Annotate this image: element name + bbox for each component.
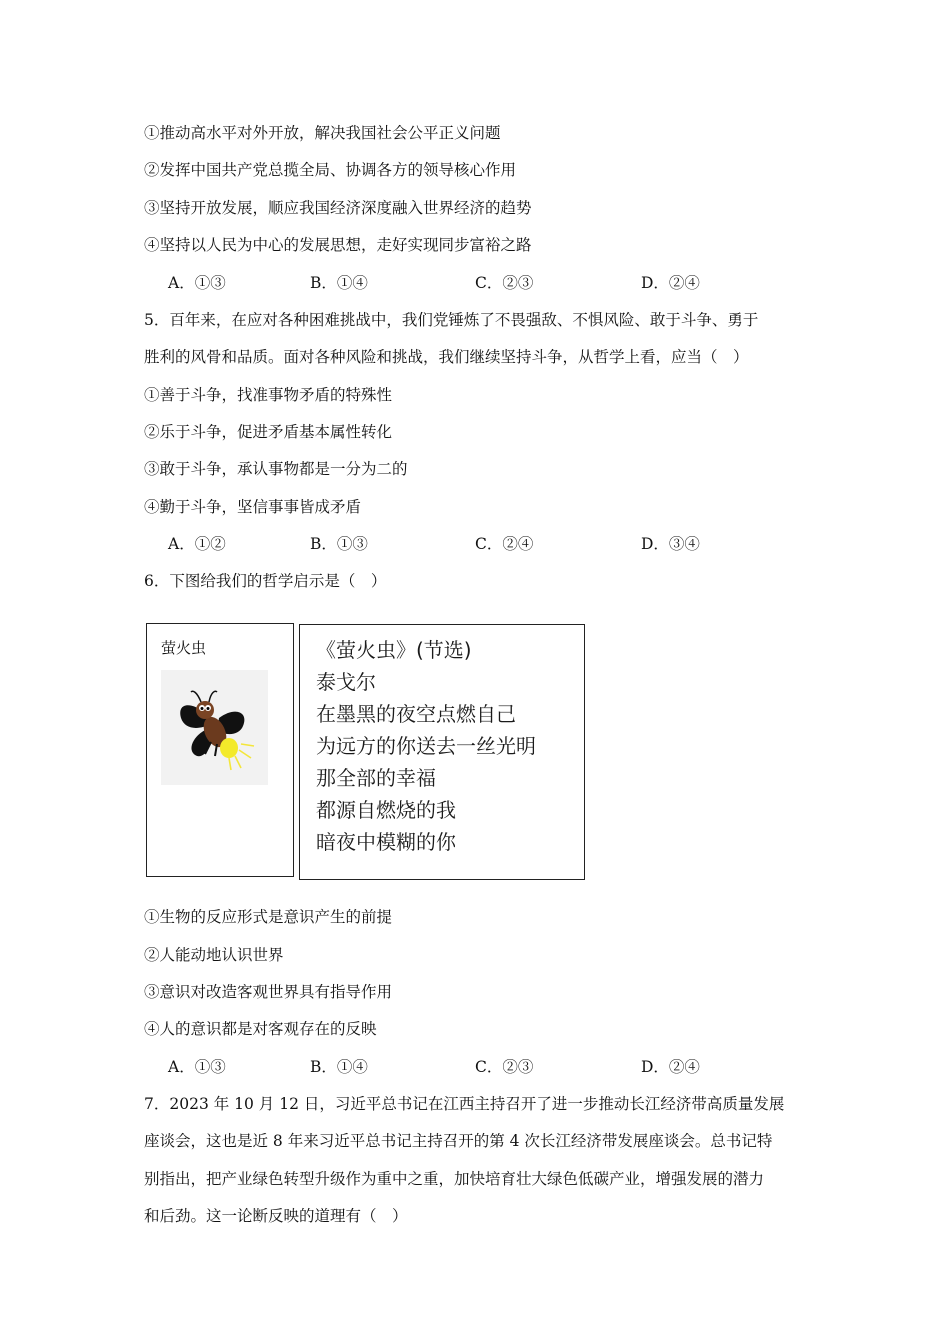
q7-stem-line-3: 别指出，把产业绿色转型升级作为重中之重，加快培育壮大绿色低碳产业，增强发展的潜力 [144,1170,765,1188]
q6-stem: 6．下图给我们的哲学启示是（ ） [144,572,387,590]
q6-option-b[interactable]: B．①④ [310,1058,368,1076]
q4-option-b[interactable]: B．①④ [310,274,368,292]
q6-option-d[interactable]: D．②④ [641,1058,700,1076]
q4-item-3: ③坚持开放发展，顺应我国经济深度融入世界经济的趋势 [144,199,532,217]
q5-stem-line-2: 胜利的风骨和品质。面对各种风险和挑战，我们继续坚持斗争，从哲学上看，应当（ ） [144,348,749,366]
poem-line-4: 都源自燃烧的我 [316,798,456,822]
poem-title: 《萤火虫》(节选) [316,638,472,662]
q4-item-2: ②发挥中国共产党总揽全局、协调各方的领导核心作用 [144,161,517,179]
poem-line-1: 在墨黑的夜空点燃自己 [316,702,516,726]
q5-option-b[interactable]: B．①③ [310,535,368,553]
poem-line-3: 那全部的幸福 [316,766,436,790]
figure-left-title: 萤火虫 [161,639,207,657]
q6-item-3: ③意识对改造客观世界具有指导作用 [144,983,393,1001]
q4-item-1: ①推动高水平对外开放，解决我国社会公平正义问题 [144,124,501,142]
q4-option-c[interactable]: C．②③ [475,274,534,292]
q4-item-4: ④坚持以人民为中心的发展思想，走好实现同步富裕之路 [144,236,532,254]
q5-option-d[interactable]: D．③④ [641,535,700,553]
figure-firefly-panel [146,623,294,877]
poem-line-2: 为远方的你送去一丝光明 [316,734,536,758]
q5-option-c[interactable]: C．②④ [475,535,534,553]
q5-item-2: ②乐于斗争，促进矛盾基本属性转化 [144,423,393,441]
q6-option-c[interactable]: C．②③ [475,1058,534,1076]
firefly-icon [161,670,268,785]
q4-option-d[interactable]: D．②④ [641,274,700,292]
q5-option-a[interactable]: A．①② [168,535,226,553]
q4-option-a[interactable]: A．①③ [168,274,226,292]
q7-stem-line-1: 7．2023 年 10 月 12 日，习近平总书记在江西主持召开了进一步推动长江经济带高质量发展 [144,1095,785,1113]
q5-item-3: ③敢于斗争，承认事物都是一分为二的 [144,460,408,478]
q6-option-a[interactable]: A．①③ [168,1058,226,1076]
figure-poem-panel [299,624,585,880]
q5-stem-line-1: 5．百年来，在应对各种困难挑战中，我们党锤炼了不畏强敌、不惧风险、敢于斗争、勇于 [144,311,759,329]
q6-item-1: ①生物的反应形式是意识产生的前提 [144,908,393,926]
q5-item-1: ①善于斗争，找准事物矛盾的特殊性 [144,386,393,404]
firefly-illustration [161,670,268,785]
poem-author: 泰戈尔 [316,670,376,694]
q7-stem-line-4: 和后劲。这一论断反映的道理有（ ） [144,1207,408,1225]
q7-stem-line-2: 座谈会，这也是近 8 年来习近平总书记主持召开的第 4 次长江经济带发展座谈会。总书记特 [144,1132,773,1150]
poem-line-5: 暗夜中模糊的你 [316,830,456,854]
q5-item-4: ④勤于斗争，坚信事事皆成矛盾 [144,498,362,516]
q6-item-2: ②人能动地认识世界 [144,946,284,964]
q6-item-4: ④人的意识都是对客观存在的反映 [144,1020,377,1038]
